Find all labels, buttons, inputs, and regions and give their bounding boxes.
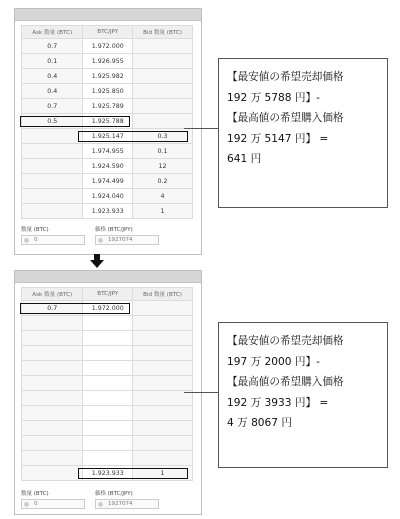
ask-cell: 0.4 xyxy=(22,69,83,84)
callout-line: 192 万 5788 円】- xyxy=(227,91,320,104)
callout-line: 192 万 3933 円】 = xyxy=(227,396,329,409)
bid-cell: 4 xyxy=(133,189,193,204)
bid-cell xyxy=(133,421,193,436)
price-cell xyxy=(83,331,133,346)
ask-cell: 0.7 xyxy=(22,99,83,114)
price-value: 1927074 xyxy=(108,501,133,507)
ask-cell xyxy=(22,346,83,361)
radio-icon xyxy=(24,238,29,243)
bid-cell: 1 xyxy=(133,204,193,219)
ask-cell: 0.4 xyxy=(22,84,83,99)
bid-cell: 1 xyxy=(133,466,193,481)
orderbook-panel-2 xyxy=(14,270,202,515)
price-cell xyxy=(83,346,133,361)
bid-cell xyxy=(133,451,193,466)
orderbook-table xyxy=(21,287,193,481)
table-row[interactable] xyxy=(22,69,193,84)
header-bid: Bid 数量 (BTC) xyxy=(133,288,193,301)
table-row[interactable] xyxy=(22,99,193,114)
panel-titlebar xyxy=(15,9,201,21)
table-row[interactable] xyxy=(22,391,193,406)
callout-line: 【最安値の希望売却価格 xyxy=(227,71,344,83)
ask-cell: 0.7 xyxy=(22,301,83,316)
callout-line: 【最安値の希望売却価格 xyxy=(227,335,344,347)
bid-cell: 12 xyxy=(133,159,193,174)
price-cell: 1.925.147 xyxy=(83,129,133,144)
radio-icon xyxy=(98,238,103,243)
table-row[interactable] xyxy=(22,406,193,421)
table-row[interactable] xyxy=(22,189,193,204)
ask-cell xyxy=(22,331,83,346)
ask-cell xyxy=(22,159,83,174)
price-cell xyxy=(83,406,133,421)
callout-box-2 xyxy=(218,322,388,468)
bid-cell: 0.3 xyxy=(133,129,193,144)
bid-cell xyxy=(133,301,193,316)
bid-cell xyxy=(133,99,193,114)
ask-cell xyxy=(22,466,83,481)
down-arrow-icon xyxy=(90,254,104,268)
quantity-label: 数量 (BTC) xyxy=(21,227,49,233)
bid-cell xyxy=(133,436,193,451)
price-cell xyxy=(83,376,133,391)
bid-cell xyxy=(133,114,193,129)
header-price: BTC/JPY xyxy=(83,26,133,39)
radio-icon xyxy=(24,502,29,507)
table-row[interactable] xyxy=(22,376,193,391)
table-header-row xyxy=(22,26,193,39)
bid-cell xyxy=(133,376,193,391)
bid-cell xyxy=(133,54,193,69)
ask-cell xyxy=(22,189,83,204)
price-cell: 1.923.933 xyxy=(83,466,133,481)
bid-cell xyxy=(133,84,193,99)
price-cell: 1.926.955 xyxy=(83,54,133,69)
price-cell xyxy=(83,361,133,376)
bid-cell: 0.2 xyxy=(133,174,193,189)
callout-line: 4 万 8067 円 xyxy=(227,417,292,429)
price-cell: 1.972.000 xyxy=(83,39,133,54)
price-cell: 1.924.040 xyxy=(83,189,133,204)
price-cell xyxy=(83,451,133,466)
table-row[interactable] xyxy=(22,331,193,346)
header-ask: Ask 数量 (BTC) xyxy=(22,288,83,301)
price-input[interactable] xyxy=(95,499,159,509)
table-row[interactable] xyxy=(22,451,193,466)
ask-cell: 0.7 xyxy=(22,39,83,54)
bid-cell xyxy=(133,331,193,346)
price-cell xyxy=(83,436,133,451)
price-cell: 1.924.590 xyxy=(83,159,133,174)
callout-line: 【最高値の希望購入価格 xyxy=(227,112,344,124)
highlight-highest-bid xyxy=(78,468,188,479)
bid-cell xyxy=(133,39,193,54)
price-input[interactable] xyxy=(95,235,159,245)
quantity-input[interactable] xyxy=(21,499,85,509)
price-cell: 1.974.499 xyxy=(83,174,133,189)
table-row[interactable] xyxy=(22,316,193,331)
callout-box-1 xyxy=(218,58,388,208)
highlight-highest-bid xyxy=(78,131,188,142)
header-ask: Ask 数量 (BTC) xyxy=(22,26,83,39)
connector-line-1 xyxy=(184,128,218,129)
connector-line-2 xyxy=(184,392,218,393)
table-row[interactable] xyxy=(22,174,193,189)
ask-cell: 0.1 xyxy=(22,54,83,69)
callout-line: 【最高値の希望購入価格 xyxy=(227,376,344,388)
table-row[interactable] xyxy=(22,436,193,451)
ask-cell xyxy=(22,144,83,159)
bid-cell xyxy=(133,69,193,84)
table-row[interactable] xyxy=(22,144,193,159)
price-value: 1927074 xyxy=(108,237,133,243)
price-label: 価格 (BTC/JPY) xyxy=(95,227,133,233)
table-row[interactable] xyxy=(22,421,193,436)
ask-cell xyxy=(22,129,83,144)
ask-cell: 0.5 xyxy=(22,114,83,129)
table-row[interactable] xyxy=(22,159,193,174)
bid-cell: 0.1 xyxy=(133,144,193,159)
price-cell: 1.972.000 xyxy=(83,301,133,316)
price-cell xyxy=(83,316,133,331)
header-bid: Bid 数量 (BTC) xyxy=(133,26,193,39)
bid-cell xyxy=(133,316,193,331)
quantity-input[interactable] xyxy=(21,235,85,245)
price-label: 価格 (BTC/JPY) xyxy=(95,491,133,497)
table-row[interactable] xyxy=(22,84,193,99)
table-row[interactable] xyxy=(22,346,193,361)
ask-cell xyxy=(22,204,83,219)
quantity-label: 数量 (BTC) xyxy=(21,491,49,497)
price-cell: 1.974.955 xyxy=(83,144,133,159)
table-row[interactable] xyxy=(22,361,193,376)
ask-cell xyxy=(22,316,83,331)
highlight-lowest-ask xyxy=(20,303,130,314)
quantity-value: 0 xyxy=(34,501,38,507)
panel-titlebar xyxy=(15,271,201,283)
ask-cell xyxy=(22,451,83,466)
callout-line: 641 円 xyxy=(227,153,262,165)
ask-cell xyxy=(22,361,83,376)
table-row[interactable] xyxy=(22,204,193,219)
ask-cell xyxy=(22,406,83,421)
price-cell xyxy=(83,391,133,406)
price-cell xyxy=(83,421,133,436)
price-cell: 1.925.982 xyxy=(83,69,133,84)
ask-cell xyxy=(22,421,83,436)
bid-cell xyxy=(133,406,193,421)
price-cell: 1.923.933 xyxy=(83,204,133,219)
bid-cell xyxy=(133,361,193,376)
table-header-row xyxy=(22,288,193,301)
callout-line: 197 万 2000 円】- xyxy=(227,355,320,368)
price-cell: 1.925.788 xyxy=(83,114,133,129)
header-price: BTC/JPY xyxy=(83,288,133,301)
bid-cell xyxy=(133,346,193,361)
callout-line: 192 万 5147 円】 = xyxy=(227,132,329,145)
quantity-value: 0 xyxy=(34,237,38,243)
price-cell: 1.925.850 xyxy=(83,84,133,99)
table-row[interactable] xyxy=(22,54,193,69)
ask-cell xyxy=(22,391,83,406)
table-row[interactable] xyxy=(22,39,193,54)
radio-icon xyxy=(98,502,103,507)
ask-cell xyxy=(22,436,83,451)
ask-cell xyxy=(22,174,83,189)
ask-cell xyxy=(22,376,83,391)
orderbook-panel-1 xyxy=(14,8,202,255)
highlight-lowest-ask xyxy=(20,116,130,127)
price-cell: 1.925.789 xyxy=(83,99,133,114)
